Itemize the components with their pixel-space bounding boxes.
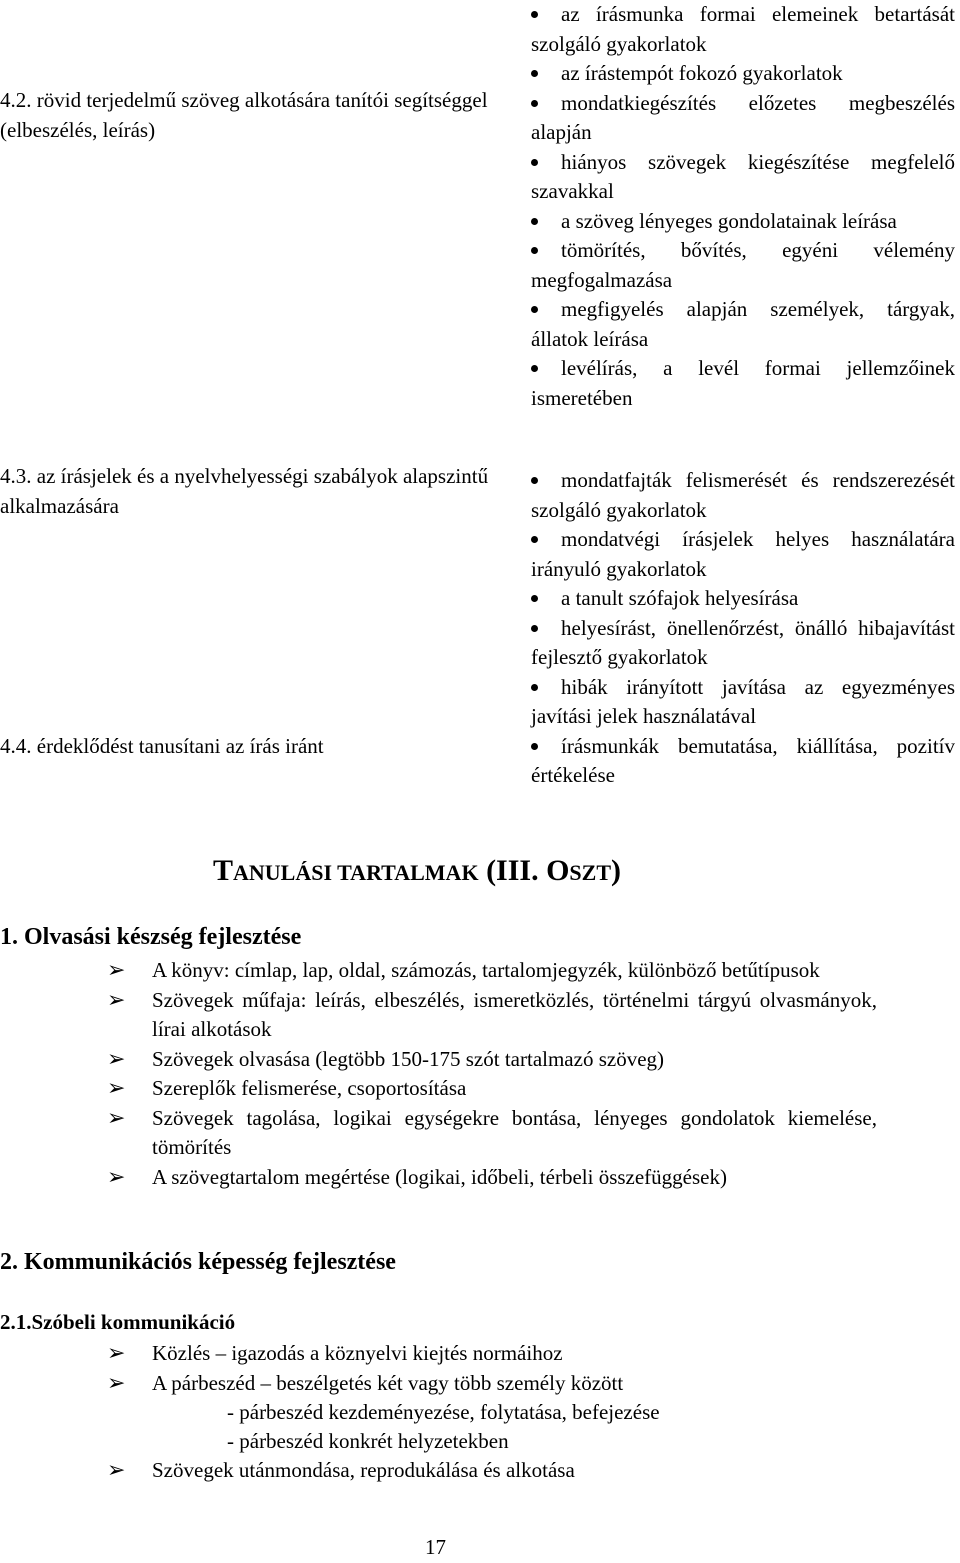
list-item: tömörítés, bővítés, egyéni vélemény megfogalmazása xyxy=(531,238,955,292)
arrow-bullet-icon: ➢ xyxy=(107,1370,126,1396)
bullet-icon xyxy=(531,218,538,225)
section-2-list xyxy=(107,1339,877,1398)
list-item: ➢ A szövegtartalom megértése (logikai, időbeli, térbeli összefüggések) xyxy=(107,1163,877,1193)
list-item: mondatkiegészítés előzetes megbeszélés alapján xyxy=(531,90,955,144)
bullet-icon xyxy=(531,536,538,543)
list-item: helyesírást, önellenőrzést, önálló hibajavítást fejlesztő gyakorlatok xyxy=(531,615,955,669)
page-heading: TANULÁSI TARTALMAK (III. OSZT) xyxy=(213,854,622,887)
section-1-title: 1. Olvasási készség fejlesztése xyxy=(0,924,302,950)
arrow-bullet-icon: ➢ xyxy=(107,1164,126,1190)
activity-list-2 xyxy=(531,466,955,791)
list-item: írásmunkák bemutatása, kiállítása, pozitív értékelése xyxy=(531,733,955,787)
bullet-icon xyxy=(531,743,538,750)
list-item: ➢ A könyv: címlap, lap, oldal, számozás, tartalomjegyzék, különböző betűtípusok xyxy=(107,956,877,986)
section-2-1-title: 2.1.Szóbeli kommunikáció xyxy=(0,1310,236,1334)
section-2-list-end xyxy=(107,1456,877,1486)
bullet-icon xyxy=(531,11,538,18)
list-item: ➢ Szereplők felismerése, csoportosítása xyxy=(107,1074,877,1104)
list-item: a szöveg lényeges gondolatainak leírása xyxy=(531,207,955,237)
section-2-title: 2. Kommunikációs képesség fejlesztése xyxy=(0,1249,396,1275)
list-item: ➢ Szövegek tagolása, logikai egységekre bontása, lényeges gondolatok kiemelése, tömörítés xyxy=(107,1105,877,1159)
list-item: az írástempót fokozó gyakorlatok xyxy=(531,59,955,89)
bullet-icon xyxy=(531,625,538,632)
bullet-icon xyxy=(531,684,538,691)
list-item: ➢ Szövegek olvasása (legtöbb 150-175 szót tartalmazó szöveg) xyxy=(107,1045,877,1075)
section-1-list xyxy=(107,956,877,1192)
list-item: ➢ Szövegek műfaja: leírás, elbeszélés, ismeretközlés, történelmi tárgyú olvasmányok, lírai alkotások xyxy=(107,987,877,1041)
list-item: ➢ A párbeszéd – beszélgetés két vagy több személy között xyxy=(107,1369,877,1399)
objective-4-4: 4.4. érdeklődést tanusítani az írás iránt xyxy=(0,734,324,758)
arrow-bullet-icon: ➢ xyxy=(107,1341,126,1366)
activity-list-1 xyxy=(531,0,955,413)
list-item: mondatvégi írásjelek helyes használatára irányuló gyakorlatok xyxy=(531,527,955,581)
list-item: ➢ Szövegek utánmondása, reprodukálása és alkotása xyxy=(107,1456,877,1486)
page-number: 17 xyxy=(425,1535,446,1559)
bullet-icon xyxy=(531,159,538,166)
list-item: a tanult szófajok helyesírása xyxy=(531,584,955,614)
arrow-bullet-icon: ➢ xyxy=(107,1046,126,1072)
bullet-icon xyxy=(531,306,538,313)
bullet-icon xyxy=(531,595,538,602)
arrow-bullet-icon: ➢ xyxy=(107,958,126,983)
arrow-bullet-icon: ➢ xyxy=(107,1076,126,1101)
arrow-bullet-icon: ➢ xyxy=(107,987,126,1013)
sub-item: - párbeszéd konkrét helyzetekben xyxy=(227,1429,509,1453)
arrow-bullet-icon: ➢ xyxy=(107,1105,126,1131)
bullet-icon xyxy=(531,247,538,254)
bullet-icon xyxy=(531,365,538,372)
bullet-icon xyxy=(531,70,538,77)
list-item: mondatfajták felismerését és rendszerezését szolgáló gyakorlatok xyxy=(531,468,955,522)
bullet-icon xyxy=(531,100,538,107)
objective-4-3: 4.3. az írásjelek és a nyelvhelyességi szabályok alapszintű alkalmazására xyxy=(0,464,489,518)
arrow-bullet-icon: ➢ xyxy=(107,1458,126,1483)
sub-item: - párbeszéd kezdeményezése, folytatása, befejezése xyxy=(227,1400,660,1424)
list-item: az írásmunka formai elemeinek betartását szolgáló gyakorlatok xyxy=(531,2,955,56)
objective-4-2: 4.2. rövid terjedelmű szöveg alkotására tanítói segítséggel (elbeszélés, leírás) xyxy=(0,88,488,142)
list-item: hibák irányított javítása az egyezményes javítási jelek használatával xyxy=(531,674,955,728)
list-item: hiányos szövegek kiegészítése megfelelő szavakkal xyxy=(531,149,955,203)
list-item: levélírás, a levél formai jellemzőinek ismeretében xyxy=(531,356,955,410)
bullet-icon xyxy=(531,477,538,484)
list-item: megfigyelés alapján személyek, tárgyak, állatok leírása xyxy=(531,297,955,351)
list-item: ➢ Közlés – igazodás a köznyelvi kiejtés normáihoz xyxy=(107,1339,877,1369)
